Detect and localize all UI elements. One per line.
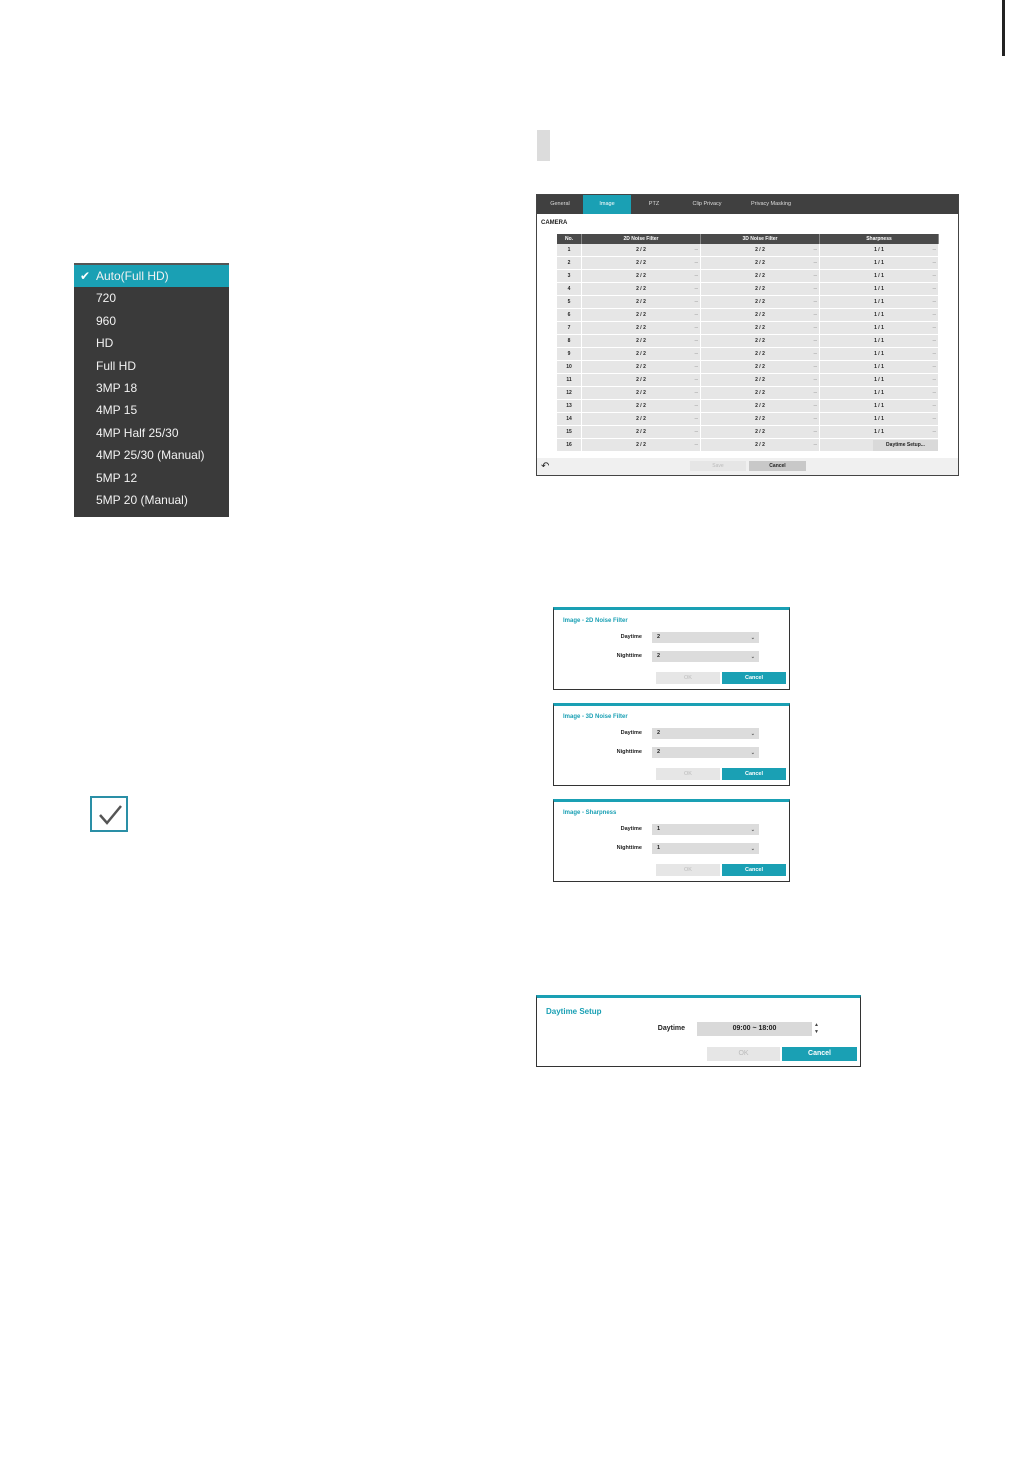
select-value: 1 <box>657 826 661 832</box>
table-row <box>557 348 939 361</box>
table-cell[interactable]: 2 / 2 _ <box>582 361 701 373</box>
row-number: 4 <box>557 283 582 295</box>
select-value: 2 <box>657 653 661 659</box>
column-header-3d-noise[interactable]: 3D Noise Filter <box>701 234 820 244</box>
cancel-button[interactable]: Cancel <box>722 768 786 780</box>
table-cell[interactable]: 1 / 1 _ <box>820 361 939 373</box>
table-header <box>557 234 939 244</box>
chevron-down-icon: ⌄ <box>750 827 755 833</box>
tab-bar <box>537 195 958 214</box>
chevron-down-icon: ⌄ <box>750 635 755 641</box>
tab-privacy-masking[interactable]: Privacy Masking <box>750 201 792 207</box>
cancel-button[interactable]: Cancel <box>722 864 786 876</box>
daytime-label: Daytime <box>620 730 642 736</box>
table-cell[interactable]: 2 / 2 _ <box>582 400 701 412</box>
tab-clip-privacy[interactable]: Clip Privacy <box>692 201 722 207</box>
option-label: 960 <box>96 313 117 328</box>
table-cell[interactable]: 2 / 2 _ <box>701 439 820 451</box>
option-label: 4MP 25/30 (Manual) <box>96 448 205 463</box>
table-cell[interactable]: 2 / 2 _ <box>701 309 820 321</box>
daytime-select[interactable] <box>652 632 759 643</box>
table-cell[interactable]: 2 / 2 _ <box>701 426 820 438</box>
table-row <box>557 400 939 413</box>
ok-button[interactable]: OK <box>656 864 720 876</box>
cancel-button[interactable]: Cancel <box>749 461 806 471</box>
table-cell[interactable]: 1 / 1 _ <box>820 374 939 386</box>
row-number: 3 <box>557 270 582 282</box>
image-settings-table <box>557 234 939 452</box>
daytime-select[interactable] <box>652 728 759 739</box>
tab-ptz[interactable]: PTZ <box>648 201 660 207</box>
dialog-title: Image - 2D Noise Filter <box>563 618 628 624</box>
table-cell[interactable]: 2 / 2 _ <box>701 348 820 360</box>
select-value: 1 <box>657 845 661 851</box>
table-cell[interactable]: 1 / 1 _ <box>820 387 939 399</box>
row-number: 6 <box>557 309 582 321</box>
cancel-button[interactable]: Cancel <box>782 1047 857 1061</box>
nighttime-label: Nighttime <box>616 653 642 659</box>
table-cell[interactable]: 2 / 2 _ <box>582 257 701 269</box>
resolution-option-720[interactable] <box>74 287 229 309</box>
camera-setup-window <box>536 194 959 476</box>
daytime-label: Daytime <box>620 634 642 640</box>
column-header-2d-noise[interactable]: 2D Noise Filter <box>582 234 701 244</box>
ok-button[interactable]: OK <box>656 768 720 780</box>
note-checkbox-icon <box>90 796 128 832</box>
row-number: 12 <box>557 387 582 399</box>
table-cell[interactable]: 1 / 1 _ <box>820 270 939 282</box>
row-number: 14 <box>557 413 582 425</box>
resolution-option-auto-full-hd[interactable] <box>74 265 229 287</box>
row-number: 8 <box>557 335 582 347</box>
option-label: 5MP 20 (Manual) <box>96 492 188 507</box>
table-cell[interactable]: 1 / 1 _ <box>820 322 939 334</box>
table-body <box>557 244 939 452</box>
row-number: 1 <box>557 244 582 256</box>
daytime-label: Daytime <box>657 1025 685 1032</box>
column-header-sharpness[interactable]: Sharpness <box>820 234 939 244</box>
option-label: Full HD <box>96 358 137 373</box>
table-cell[interactable]: 2 / 2 _ <box>582 413 701 425</box>
table-row <box>557 244 939 257</box>
table-row <box>557 426 939 439</box>
dialog-2d-noise-filter <box>553 607 790 690</box>
table-cell[interactable]: 1 / 1 _ <box>820 296 939 308</box>
column-header-no[interactable]: No. <box>557 234 582 244</box>
table-cell[interactable]: 2 / 2 _ <box>582 335 701 347</box>
table-row <box>557 270 939 283</box>
option-label: 5MP 12 <box>96 470 138 485</box>
nighttime-select[interactable] <box>652 843 759 854</box>
table-cell[interactable]: 1 / 1 _ <box>820 309 939 321</box>
dialog-title: Image - 3D Noise Filter <box>563 714 628 720</box>
nighttime-select[interactable] <box>652 651 759 662</box>
select-value: 2 <box>657 730 661 736</box>
resolution-option-4mp-15[interactable] <box>74 399 229 421</box>
save-button[interactable]: Save <box>690 461 746 471</box>
table-cell[interactable]: 2 / 2 _ <box>582 270 701 282</box>
table-cell[interactable]: 2 / 2 _ <box>701 361 820 373</box>
table-row <box>557 374 939 387</box>
dialog-title: Image - Sharpness <box>563 810 617 816</box>
option-label: 4MP Half 25/30 <box>96 425 179 440</box>
table-cell[interactable]: 1 / 1 _ <box>820 283 939 295</box>
row-number: 2 <box>557 257 582 269</box>
resolution-option-full-hd[interactable] <box>74 355 229 377</box>
window-button-bar <box>537 458 958 475</box>
table-cell[interactable]: 2 / 2 _ <box>582 309 701 321</box>
dialog-sharpness <box>553 799 790 882</box>
table-cell[interactable]: 2 / 2 _ <box>701 283 820 295</box>
table-cell[interactable]: 2 / 2 _ <box>701 257 820 269</box>
row-number: 5 <box>557 296 582 308</box>
table-cell[interactable]: 2 / 2 _ <box>701 296 820 308</box>
ok-button[interactable]: OK <box>656 672 720 684</box>
row-number: 11 <box>557 374 582 386</box>
table-cell[interactable]: 2 / 2 _ <box>701 322 820 334</box>
tab-image[interactable]: Image <box>583 195 631 214</box>
table-cell[interactable]: 2 / 2 _ <box>701 270 820 282</box>
table-cell[interactable]: 2 / 2 _ <box>582 348 701 360</box>
table-cell[interactable]: 1 / 1 _ <box>820 257 939 269</box>
daytime-label: Daytime <box>620 826 642 832</box>
table-row <box>557 322 939 335</box>
table-row <box>557 283 939 296</box>
row-number: 13 <box>557 400 582 412</box>
nighttime-label: Nighttime <box>616 749 642 755</box>
resolution-dropdown-menu <box>74 263 229 517</box>
table-row <box>557 296 939 309</box>
table-cell[interactable]: 2 / 2 _ <box>582 296 701 308</box>
table-row <box>557 387 939 400</box>
table-cell[interactable]: 2 / 2 _ <box>701 400 820 412</box>
resolution-option-4mp-half[interactable] <box>74 422 229 444</box>
cancel-button[interactable]: Cancel <box>722 672 786 684</box>
ok-button[interactable]: OK <box>707 1047 780 1061</box>
option-label: 4MP 15 <box>96 403 138 418</box>
select-value: 2 <box>657 749 661 755</box>
row-number: 9 <box>557 348 582 360</box>
nighttime-select[interactable] <box>652 747 759 758</box>
resolution-option-hd[interactable] <box>74 332 229 354</box>
option-label: Auto(Full HD) <box>96 269 169 283</box>
table-cell[interactable]: 1 / 1 _ <box>820 244 939 256</box>
resolution-option-960[interactable] <box>74 310 229 332</box>
checkmark-icon: ✔ <box>80 269 91 283</box>
table-cell[interactable]: 2 / 2 _ <box>582 244 701 256</box>
table-cell[interactable]: 2 / 2 _ <box>582 283 701 295</box>
spinner-arrows-icon[interactable]: ▲ ▼ <box>814 1022 819 1035</box>
heading-marker <box>537 130 550 161</box>
chevron-down-icon: ⌄ <box>750 654 755 660</box>
table-row <box>557 309 939 322</box>
row-number: 10 <box>557 361 582 373</box>
table-cell[interactable]: 2 / 2 _ <box>582 439 701 451</box>
nighttime-label: Nighttime <box>616 845 642 851</box>
table-cell[interactable]: 1 / 1 _ <box>820 426 939 438</box>
table-cell[interactable]: 2 / 2 _ <box>701 335 820 347</box>
row-number: 16 <box>557 439 582 451</box>
table-cell[interactable]: 1 / 1 _ <box>820 400 939 412</box>
option-label: HD <box>96 336 114 351</box>
table-cell[interactable]: 2 / 2 _ <box>701 387 820 399</box>
table-cell[interactable]: 2 / 2 _ <box>582 374 701 386</box>
table-cell[interactable]: 2 / 2 _ <box>701 413 820 425</box>
dialog-title: Daytime Setup <box>546 1007 602 1016</box>
daytime-setup-button[interactable]: Daytime Setup... <box>873 440 938 451</box>
table-row <box>557 361 939 374</box>
dialog-3d-noise-filter <box>553 703 790 786</box>
table-cell[interactable]: 1 / 1 _ <box>820 348 939 360</box>
daytime-setup-dialog <box>536 995 861 1067</box>
table-row <box>557 257 939 270</box>
table-cell[interactable]: 2 / 2 _ <box>582 322 701 334</box>
daytime-select[interactable] <box>652 824 759 835</box>
select-value: 2 <box>657 634 661 640</box>
table-cell[interactable]: 1 / 1 _ <box>820 335 939 347</box>
row-number: 7 <box>557 322 582 334</box>
chevron-down-icon: ⌄ <box>750 750 755 756</box>
table-cell[interactable]: 2 / 2 _ <box>701 244 820 256</box>
row-number: 15 <box>557 426 582 438</box>
table-cell[interactable]: 1 / 1 _ <box>820 413 939 425</box>
table-row <box>557 413 939 426</box>
resolution-option-3mp-18[interactable] <box>74 377 229 399</box>
table-cell[interactable]: 2 / 2 _ <box>582 426 701 438</box>
chevron-down-icon: ⌄ <box>750 731 755 737</box>
option-label: 720 <box>96 291 117 306</box>
resolution-option-4mp-manual[interactable] <box>74 444 229 466</box>
table-row <box>557 335 939 348</box>
tab-general[interactable]: General <box>550 201 570 207</box>
back-arrow-icon[interactable]: ↶ <box>541 461 550 472</box>
table-cell[interactable]: 2 / 2 _ <box>701 374 820 386</box>
table-cell[interactable]: 2 / 2 _ <box>582 387 701 399</box>
resolution-option-5mp-20-manual[interactable] <box>74 489 229 511</box>
daytime-range-field[interactable]: 09:00 ~ 18:00 <box>697 1022 812 1036</box>
section-label: CAMERA <box>541 220 568 226</box>
option-label: 3MP 18 <box>96 380 138 395</box>
chevron-down-icon: ⌄ <box>750 846 755 852</box>
page-margin-rule <box>1002 0 1005 56</box>
resolution-option-5mp-12[interactable] <box>74 467 229 489</box>
